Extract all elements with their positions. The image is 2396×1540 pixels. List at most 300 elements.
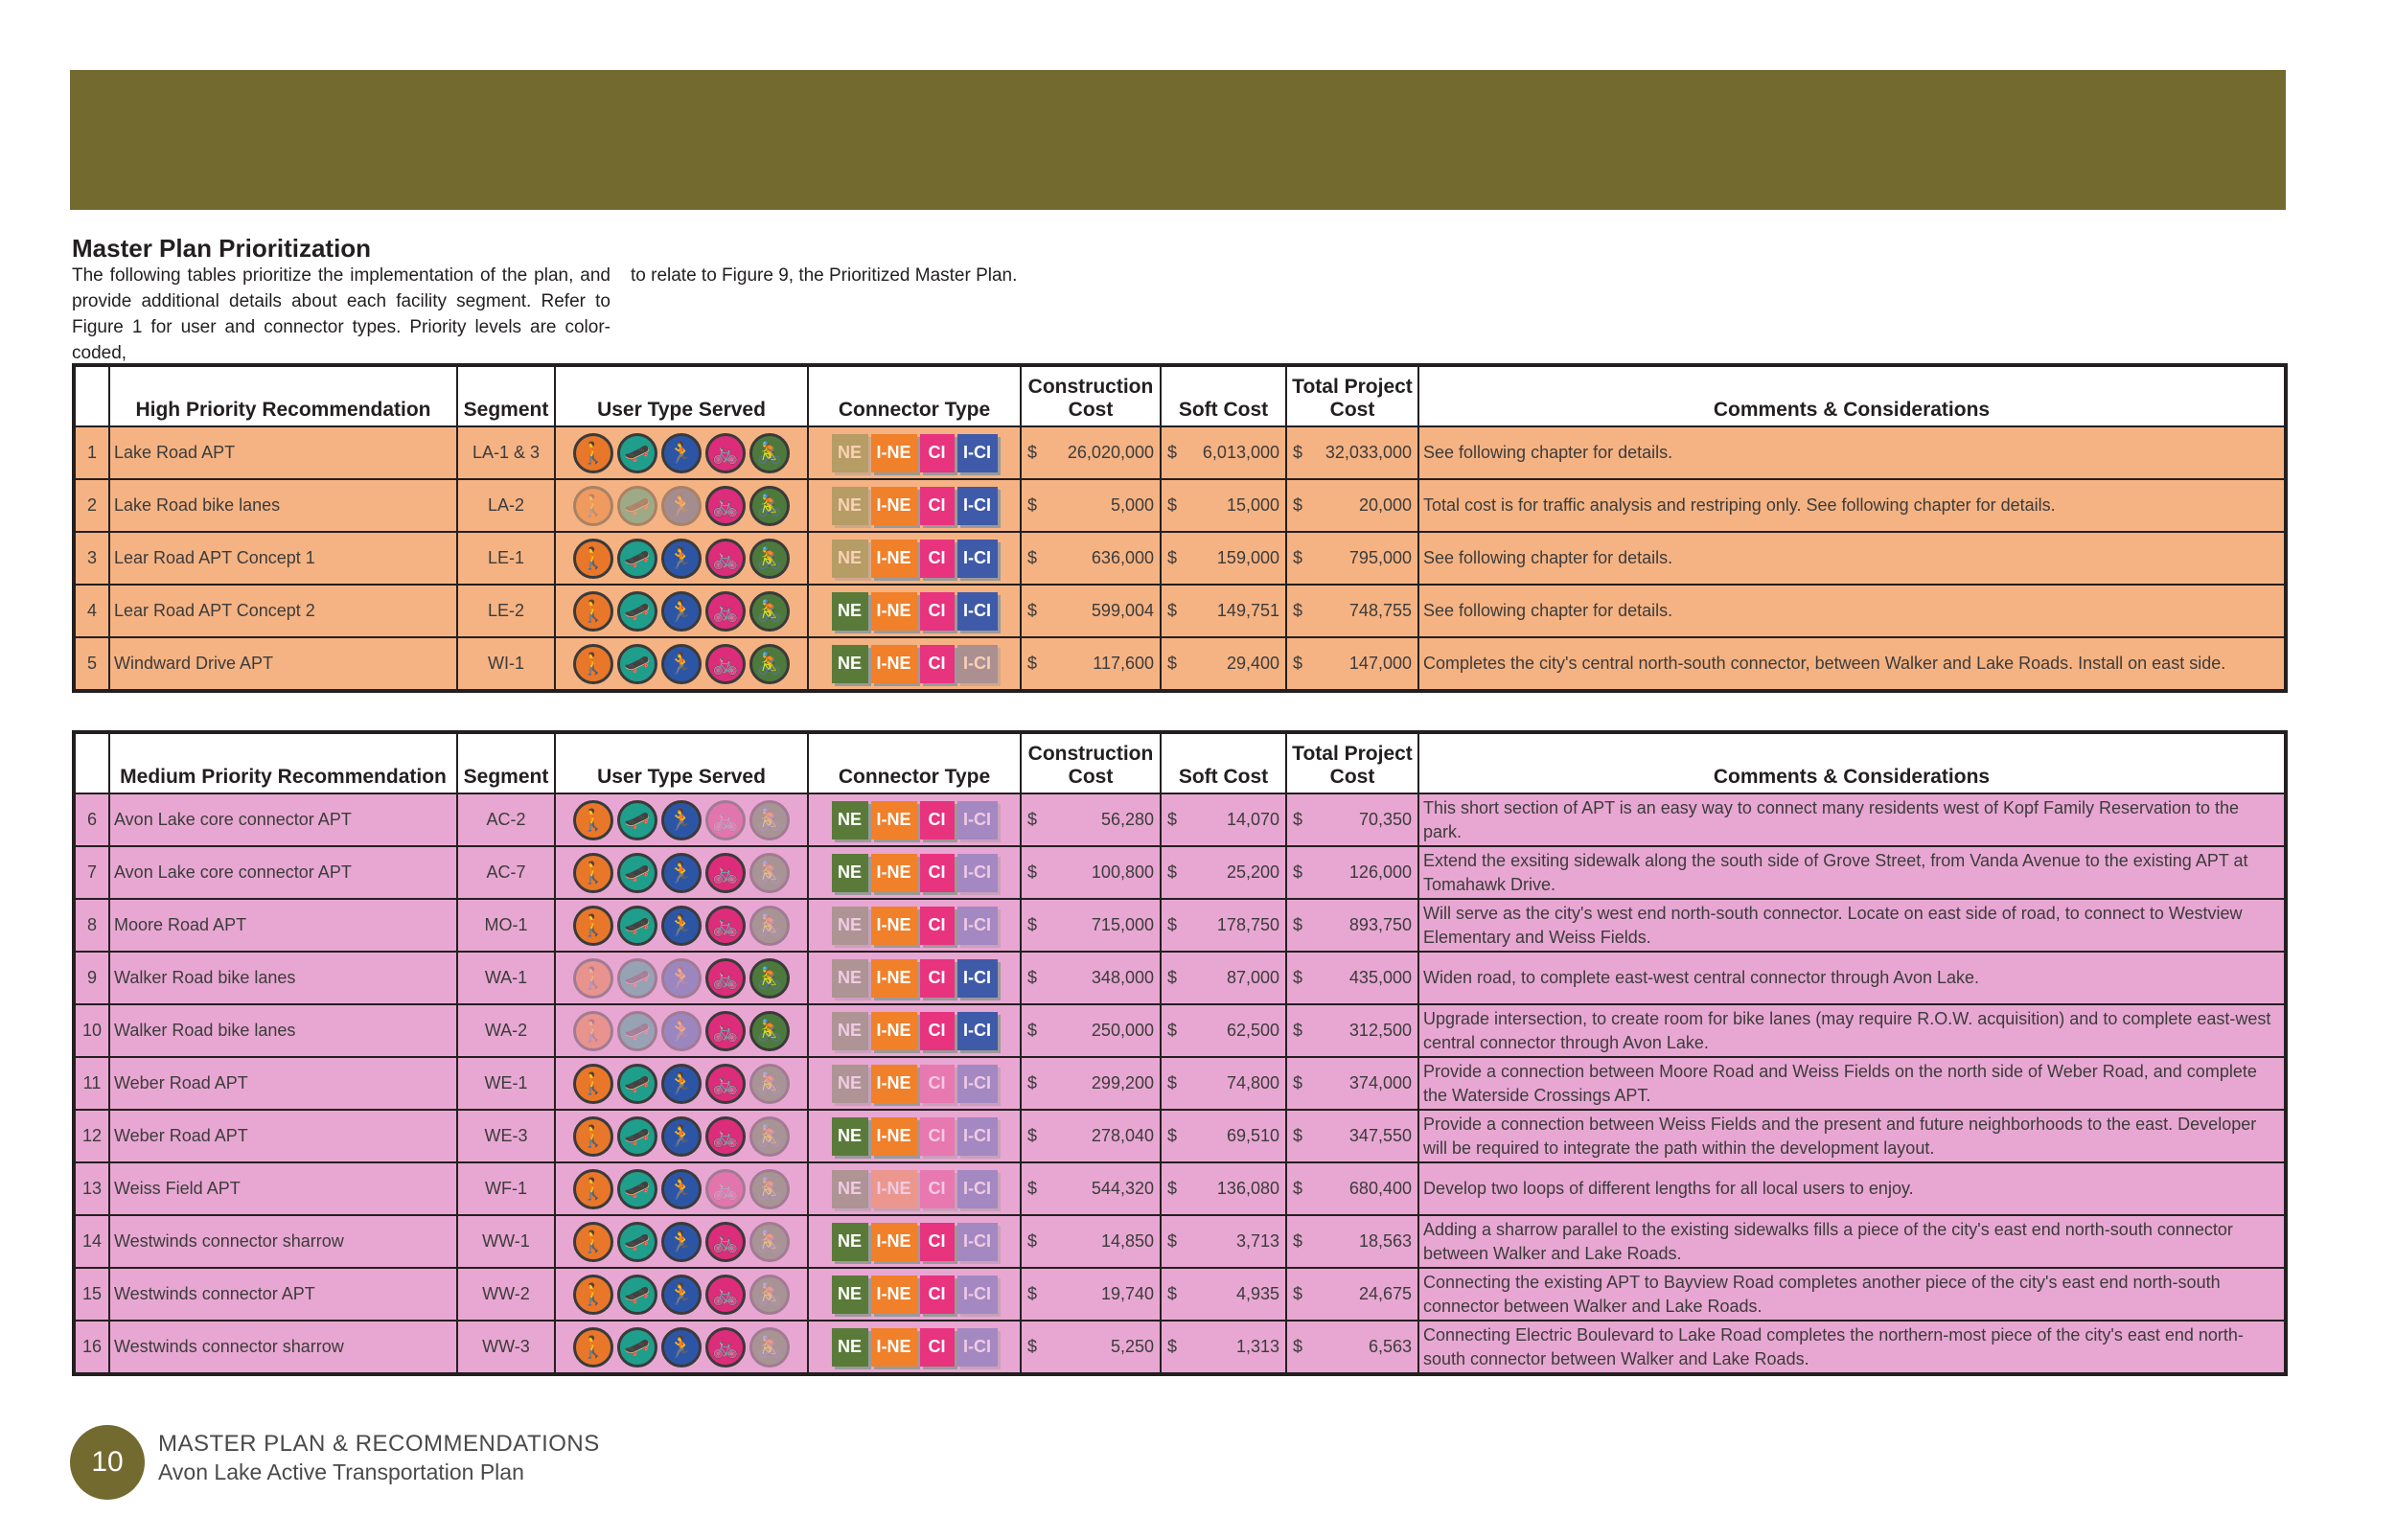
total-cost [1293, 915, 1412, 935]
connector-badge-ci: CI [920, 645, 955, 683]
construction-cost-cell [1021, 426, 1161, 479]
user-type-icons [556, 906, 807, 946]
connector-badge-ne: NE [832, 1012, 868, 1050]
connector-type-cell [808, 585, 1021, 637]
currency-symbol: $ [1167, 495, 1178, 515]
construction-cost-cell [1021, 1057, 1161, 1110]
pedestrian-dog-icon: 🚶 [573, 433, 613, 473]
recommendation-name: Avon Lake core connector APT [109, 793, 457, 846]
total-cost-value: 795,000 [1348, 548, 1412, 567]
total-cost [1293, 810, 1412, 830]
recommendation-name: Westwinds connector APT [109, 1268, 457, 1321]
currency-symbol: $ [1027, 1021, 1038, 1040]
user-type-icons [556, 1064, 807, 1104]
connector-badge-ne: NE [832, 1276, 868, 1314]
soft-cost-value: 62,500 [1226, 1021, 1279, 1040]
runner-icon: 🏃 [661, 906, 702, 946]
connector-type-badges [809, 1328, 1020, 1367]
total-cost-cell [1286, 637, 1418, 691]
comments-text: Upgrade intersection, to create room for bike lanes (may require R.O.W. acquisition) and to complete east-west central connector through Avon Lake. [1418, 1004, 2286, 1057]
user-type-cell [555, 426, 808, 479]
connector-badge-ne: NE [832, 1117, 868, 1156]
connector-badge-ne: NE [832, 1065, 868, 1103]
user-type-icons [556, 1275, 807, 1315]
connector-badge-ne: NE [832, 645, 868, 683]
connector-badge-i-ci: I-CI [957, 1223, 998, 1261]
mountain-bike-icon: 🚴 [749, 1116, 790, 1157]
mountain-bike-icon: 🚴 [749, 433, 790, 473]
runner-icon: 🏃 [661, 1064, 702, 1104]
construction-cost-cell [1021, 1268, 1161, 1321]
construction-cost-value: 715,000 [1091, 915, 1154, 934]
construction-cost [1027, 654, 1154, 674]
construction-cost-value: 5,000 [1110, 495, 1154, 515]
user-type-icons [556, 853, 807, 893]
total-cost [1293, 443, 1412, 463]
soft-cost-cell [1161, 1004, 1286, 1057]
connector-type-badges [809, 592, 1020, 631]
cyclist-icon: 🚲 [705, 591, 746, 632]
connector-badge-i-ne: I-NE [871, 1276, 917, 1314]
total-cost-cell [1286, 1268, 1418, 1321]
row-number: 9 [74, 952, 109, 1004]
construction-cost-value: 117,600 [1093, 654, 1154, 673]
col-header-recommendation: High Priority Recommendation [109, 365, 457, 426]
total-cost [1293, 1126, 1412, 1146]
total-cost-cell [1286, 846, 1418, 899]
connector-badge-i-ne: I-NE [871, 540, 917, 578]
currency-symbol: $ [1293, 1179, 1303, 1198]
construction-cost-cell [1021, 899, 1161, 952]
soft-cost-value: 136,080 [1216, 1179, 1279, 1198]
col-header-segment: Segment [457, 732, 555, 793]
soft-cost-value: 15,000 [1226, 495, 1279, 515]
construction-cost-value: 250,000 [1091, 1021, 1154, 1040]
pedestrian-dog-icon: 🚶 [573, 539, 613, 579]
soft-cost-value: 178,750 [1216, 915, 1279, 934]
col-header-user-type: User Type Served [555, 365, 808, 426]
connector-badge-i-ci: I-CI [957, 907, 998, 945]
connector-badge-ci: CI [920, 1223, 955, 1261]
construction-cost [1027, 1021, 1154, 1041]
recommendation-name: Lear Road APT Concept 2 [109, 585, 457, 637]
soft-cost-cell [1161, 1215, 1286, 1268]
connector-badge-i-ne: I-NE [871, 1223, 917, 1261]
mountain-bike-icon: 🚴 [749, 1011, 790, 1051]
skateboard-icon: 🛹 [617, 644, 657, 684]
currency-symbol: $ [1167, 968, 1178, 987]
table-row [74, 532, 2286, 585]
connector-badge-ne: NE [832, 959, 868, 998]
soft-cost-cell [1161, 426, 1286, 479]
construction-cost-value: 100,800 [1091, 862, 1154, 882]
construction-cost [1027, 548, 1154, 568]
pedestrian-dog-icon: 🚶 [573, 644, 613, 684]
currency-symbol: $ [1293, 862, 1303, 882]
recommendation-name: Walker Road bike lanes [109, 1004, 457, 1057]
total-cost [1293, 1337, 1412, 1357]
connector-badge-i-ne: I-NE [871, 959, 917, 998]
runner-icon: 🏃 [661, 1222, 702, 1262]
intro-paragraph-right: to relate to Figure 9, the Prioritized Master Plan. [631, 265, 1018, 286]
runner-icon: 🏃 [661, 853, 702, 893]
construction-cost [1027, 1337, 1154, 1357]
mountain-bike-icon: 🚴 [749, 644, 790, 684]
currency-symbol: $ [1293, 968, 1303, 987]
currency-symbol: $ [1027, 1073, 1038, 1092]
medium-priority-table [72, 730, 2288, 1376]
col-header-connector-type: Connector Type [808, 365, 1021, 426]
mountain-bike-icon: 🚴 [749, 906, 790, 946]
mountain-bike-icon: 🚴 [749, 539, 790, 579]
recommendation-name: Moore Road APT [109, 899, 457, 952]
col-header-recommendation: Medium Priority Recommendation [109, 732, 457, 793]
col-header-construction-cost: Construction Cost [1021, 365, 1161, 426]
currency-symbol: $ [1027, 495, 1038, 515]
connector-badge-ne: NE [832, 1170, 868, 1208]
connector-badge-ne: NE [832, 1328, 868, 1367]
recommendation-name: Lake Road bike lanes [109, 479, 457, 532]
segment-code: WI-1 [457, 637, 555, 691]
total-cost-value: 312,500 [1348, 1021, 1412, 1040]
construction-cost-value: 19,740 [1100, 1284, 1154, 1303]
table-row [74, 1321, 2286, 1374]
construction-cost-value: 56,280 [1100, 810, 1154, 829]
connector-badge-ci: CI [920, 1328, 955, 1367]
construction-cost-value: 278,040 [1091, 1126, 1154, 1145]
construction-cost [1027, 1073, 1154, 1093]
user-type-icons [556, 1327, 807, 1368]
soft-cost [1167, 1337, 1279, 1357]
segment-code: MO-1 [457, 899, 555, 952]
connector-badge-i-ci: I-CI [957, 1328, 998, 1367]
soft-cost [1167, 443, 1279, 463]
soft-cost [1167, 548, 1279, 568]
total-cost [1293, 1073, 1412, 1093]
table-header-row [74, 732, 2286, 793]
construction-cost-cell [1021, 1004, 1161, 1057]
connector-type-cell [808, 426, 1021, 479]
construction-cost [1027, 915, 1154, 935]
row-number: 13 [74, 1162, 109, 1215]
soft-cost [1167, 915, 1279, 935]
col-header-number [74, 732, 109, 793]
construction-cost-cell [1021, 585, 1161, 637]
pedestrian-dog-icon: 🚶 [573, 853, 613, 893]
pedestrian-dog-icon: 🚶 [573, 1064, 613, 1104]
mountain-bike-icon: 🚴 [749, 958, 790, 999]
soft-cost-value: 4,935 [1235, 1284, 1279, 1303]
connector-badge-ci: CI [920, 1012, 955, 1050]
connector-type-badges [809, 540, 1020, 578]
pedestrian-dog-icon: 🚶 [573, 1169, 613, 1209]
mountain-bike-icon: 🚴 [749, 800, 790, 840]
skateboard-icon: 🛹 [617, 486, 657, 526]
row-number: 5 [74, 637, 109, 691]
construction-cost [1027, 1231, 1154, 1252]
construction-cost [1027, 1179, 1154, 1199]
currency-symbol: $ [1293, 1231, 1303, 1251]
pedestrian-dog-icon: 🚶 [573, 800, 613, 840]
currency-symbol: $ [1027, 548, 1038, 567]
cyclist-icon: 🚲 [705, 1064, 746, 1104]
connector-badge-ci: CI [920, 959, 955, 998]
total-cost [1293, 654, 1412, 674]
mountain-bike-icon: 🚴 [749, 1064, 790, 1104]
connector-type-badges [809, 434, 1020, 472]
table-row [74, 793, 2286, 846]
segment-code: WE-1 [457, 1057, 555, 1110]
construction-cost [1027, 1126, 1154, 1146]
comments-text: Provide a connection between Moore Road and Weiss Fields on the north side of Weber Road, and complete the Waterside Crossings APT. [1418, 1057, 2286, 1110]
construction-cost-cell [1021, 637, 1161, 691]
runner-icon: 🏃 [661, 433, 702, 473]
connector-badge-i-ne: I-NE [871, 1012, 917, 1050]
construction-cost [1027, 968, 1154, 988]
connector-badge-i-ne: I-NE [871, 487, 917, 525]
user-type-icons [556, 486, 807, 526]
soft-cost-cell [1161, 637, 1286, 691]
total-cost-value: 435,000 [1348, 968, 1412, 987]
total-cost-cell [1286, 1004, 1418, 1057]
connector-badge-ne: NE [832, 854, 868, 892]
segment-code: WW-1 [457, 1215, 555, 1268]
comments-text: Will serve as the city's west end north-south connector. Locate on east side of road, to connect to Westview Elementary and Weiss Fields. [1418, 899, 2286, 952]
connector-badge-ci: CI [920, 1065, 955, 1103]
row-number: 10 [74, 1004, 109, 1057]
row-number: 12 [74, 1110, 109, 1162]
user-type-cell [555, 1162, 808, 1215]
connector-badge-i-ne: I-NE [871, 592, 917, 631]
comments-text: See following chapter for details. [1418, 532, 2286, 585]
runner-icon: 🏃 [661, 539, 702, 579]
connector-badge-i-ci: I-CI [957, 854, 998, 892]
high-priority-table [72, 363, 2288, 693]
currency-symbol: $ [1167, 1073, 1178, 1092]
skateboard-icon: 🛹 [617, 1116, 657, 1157]
construction-cost-value: 14,850 [1100, 1231, 1154, 1251]
construction-cost-cell [1021, 1321, 1161, 1374]
connector-type-cell [808, 1057, 1021, 1110]
user-type-cell [555, 899, 808, 952]
soft-cost [1167, 862, 1279, 883]
soft-cost [1167, 968, 1279, 988]
connector-badge-i-ci: I-CI [957, 1012, 998, 1050]
skateboard-icon: 🛹 [617, 853, 657, 893]
segment-code: WE-3 [457, 1110, 555, 1162]
col-header-segment: Segment [457, 365, 555, 426]
currency-symbol: $ [1167, 548, 1178, 567]
currency-symbol: $ [1293, 495, 1303, 515]
total-cost-cell [1286, 899, 1418, 952]
connector-badge-i-ci: I-CI [957, 1117, 998, 1156]
connector-badge-ne: NE [832, 801, 868, 839]
construction-cost-cell [1021, 1215, 1161, 1268]
currency-symbol: $ [1027, 862, 1038, 882]
skateboard-icon: 🛹 [617, 1275, 657, 1315]
runner-icon: 🏃 [661, 1327, 702, 1368]
currency-symbol: $ [1293, 443, 1303, 462]
connector-type-badges [809, 907, 1020, 945]
currency-symbol: $ [1027, 1179, 1038, 1198]
footer-section-title: MASTER PLAN & RECOMMENDATIONS [158, 1431, 600, 1457]
soft-cost-value: 159,000 [1216, 548, 1279, 567]
row-number: 8 [74, 899, 109, 952]
currency-symbol: $ [1167, 1231, 1178, 1251]
runner-icon: 🏃 [661, 486, 702, 526]
user-type-icons [556, 433, 807, 473]
soft-cost-value: 1,313 [1235, 1337, 1279, 1356]
comments-text: This short section of APT is an easy way to connect many residents west of Kopf Family Reservation to the park. [1418, 793, 2286, 846]
recommendation-name: Lake Road APT [109, 426, 457, 479]
cyclist-icon: 🚲 [705, 853, 746, 893]
soft-cost-cell [1161, 532, 1286, 585]
soft-cost-cell [1161, 585, 1286, 637]
table-row [74, 846, 2286, 899]
comments-text: Widen road, to complete east-west central connector through Avon Lake. [1418, 952, 2286, 1004]
currency-symbol: $ [1027, 1126, 1038, 1145]
user-type-cell [555, 952, 808, 1004]
soft-cost-value: 3,713 [1235, 1231, 1279, 1251]
currency-symbol: $ [1027, 601, 1038, 620]
connector-badge-i-ne: I-NE [871, 645, 917, 683]
construction-cost-cell [1021, 532, 1161, 585]
table-row [74, 1162, 2286, 1215]
construction-cost-value: 636,000 [1091, 548, 1154, 567]
connector-type-cell [808, 637, 1021, 691]
connector-badge-ci: CI [920, 592, 955, 631]
user-type-icons [556, 1169, 807, 1209]
total-cost-cell [1286, 479, 1418, 532]
pedestrian-dog-icon: 🚶 [573, 486, 613, 526]
total-cost-cell [1286, 793, 1418, 846]
user-type-icons [556, 958, 807, 999]
mountain-bike-icon: 🚴 [749, 1275, 790, 1315]
row-number: 6 [74, 793, 109, 846]
construction-cost [1027, 601, 1154, 621]
mountain-bike-icon: 🚴 [749, 1169, 790, 1209]
connector-badge-i-ci: I-CI [957, 434, 998, 472]
segment-code: LE-1 [457, 532, 555, 585]
soft-cost-cell [1161, 479, 1286, 532]
pedestrian-dog-icon: 🚶 [573, 906, 613, 946]
segment-code: AC-2 [457, 793, 555, 846]
skateboard-icon: 🛹 [617, 591, 657, 632]
connector-type-cell [808, 899, 1021, 952]
comments-text: See following chapter for details. [1418, 585, 2286, 637]
comments-text: Total cost is for traffic analysis and restriping only. See following chapter for details. [1418, 479, 2286, 532]
construction-cost-value: 544,320 [1091, 1179, 1154, 1198]
pedestrian-dog-icon: 🚶 [573, 1327, 613, 1368]
total-cost-value: 18,563 [1358, 1231, 1412, 1251]
runner-icon: 🏃 [661, 1275, 702, 1315]
currency-symbol: $ [1293, 654, 1303, 673]
user-type-cell [555, 1215, 808, 1268]
connector-badge-ci: CI [920, 1276, 955, 1314]
connector-badge-i-ci: I-CI [957, 1065, 998, 1103]
total-cost-value: 347,550 [1348, 1126, 1412, 1145]
construction-cost-cell [1021, 1162, 1161, 1215]
soft-cost [1167, 1021, 1279, 1041]
soft-cost-value: 149,751 [1216, 601, 1279, 620]
connector-badge-i-ne: I-NE [871, 1170, 917, 1208]
connector-type-cell [808, 1004, 1021, 1057]
connector-badge-i-ci: I-CI [957, 540, 998, 578]
connector-type-cell [808, 1162, 1021, 1215]
soft-cost-cell [1161, 1057, 1286, 1110]
mountain-bike-icon: 🚴 [749, 1222, 790, 1262]
user-type-cell [555, 793, 808, 846]
segment-code: LE-2 [457, 585, 555, 637]
connector-type-cell [808, 1110, 1021, 1162]
connector-badge-i-ne: I-NE [871, 1328, 917, 1367]
table-header-row [74, 365, 2286, 426]
construction-cost [1027, 495, 1154, 516]
connector-badge-i-ci: I-CI [957, 487, 998, 525]
pedestrian-dog-icon: 🚶 [573, 1116, 613, 1157]
table-row [74, 1057, 2286, 1110]
user-type-icons [556, 1011, 807, 1051]
segment-code: WF-1 [457, 1162, 555, 1215]
comments-text: Develop two loops of different lengths for all local users to enjoy. [1418, 1162, 2286, 1215]
construction-cost-cell [1021, 793, 1161, 846]
soft-cost-value: 29,400 [1226, 654, 1279, 673]
user-type-cell [555, 1004, 808, 1057]
user-type-cell [555, 846, 808, 899]
row-number: 4 [74, 585, 109, 637]
currency-symbol: $ [1167, 601, 1178, 620]
total-cost-value: 70,350 [1358, 810, 1412, 829]
recommendation-name: Windward Drive APT [109, 637, 457, 691]
connector-type-badges [809, 1276, 1020, 1314]
currency-symbol: $ [1293, 548, 1303, 567]
connector-type-cell [808, 793, 1021, 846]
skateboard-icon: 🛹 [617, 958, 657, 999]
construction-cost-cell [1021, 1110, 1161, 1162]
currency-symbol: $ [1293, 1337, 1303, 1356]
soft-cost [1167, 601, 1279, 621]
connector-type-badges [809, 1065, 1020, 1103]
connector-badge-ne: NE [832, 592, 868, 631]
currency-symbol: $ [1293, 1126, 1303, 1145]
col-header-soft-cost: Soft Cost [1161, 732, 1286, 793]
row-number: 11 [74, 1057, 109, 1110]
user-type-icons [556, 539, 807, 579]
connector-type-badges [809, 959, 1020, 998]
soft-cost-cell [1161, 899, 1286, 952]
currency-symbol: $ [1167, 1284, 1178, 1303]
soft-cost-cell [1161, 846, 1286, 899]
currency-symbol: $ [1027, 810, 1038, 829]
comments-text: Provide a connection between Weiss Fields and the present and future neighborhoods to the east. Developer will be required to integrate the path within the development layout. [1418, 1110, 2286, 1162]
soft-cost-cell [1161, 1110, 1286, 1162]
row-number: 1 [74, 426, 109, 479]
table-row [74, 637, 2286, 691]
connector-type-badges [809, 801, 1020, 839]
segment-code: LA-2 [457, 479, 555, 532]
total-cost-value: 6,563 [1368, 1337, 1412, 1356]
page-number-badge: 10 [70, 1425, 145, 1500]
total-cost-value: 24,675 [1358, 1284, 1412, 1303]
skateboard-icon: 🛹 [617, 1011, 657, 1051]
cyclist-icon: 🚲 [705, 539, 746, 579]
row-number: 7 [74, 846, 109, 899]
col-header-number [74, 365, 109, 426]
total-cost-cell [1286, 1321, 1418, 1374]
cyclist-icon: 🚲 [705, 644, 746, 684]
table-row [74, 899, 2286, 952]
user-type-cell [555, 1321, 808, 1374]
